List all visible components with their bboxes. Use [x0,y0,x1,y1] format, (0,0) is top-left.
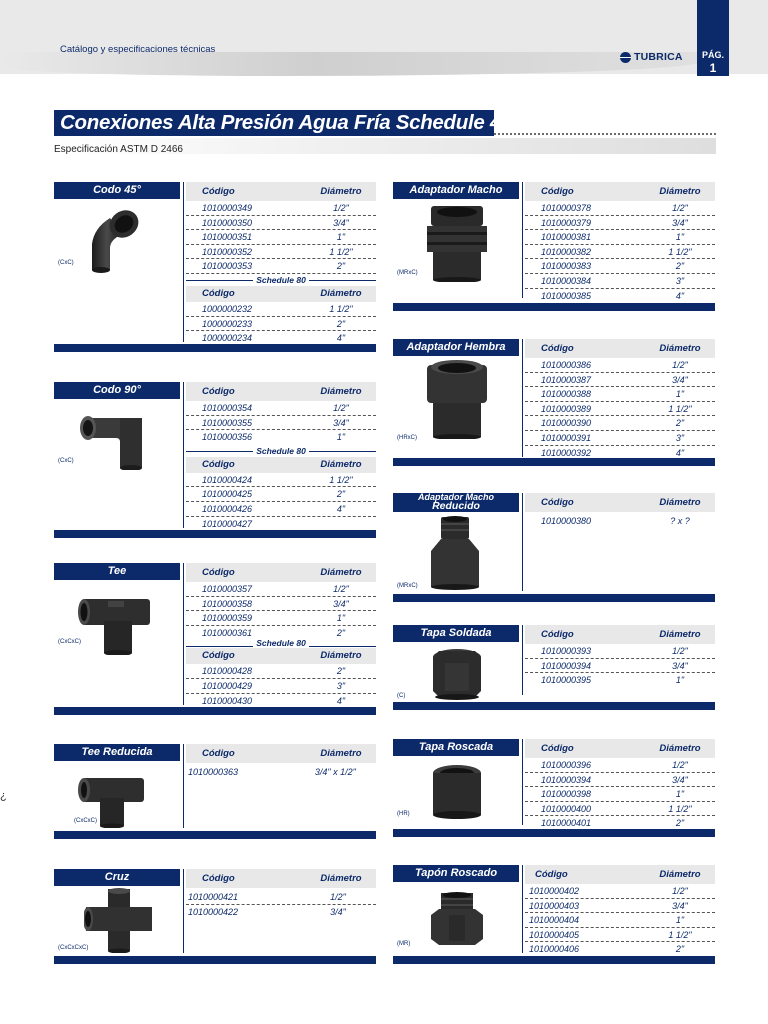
cruz-image [84,887,154,958]
codes-table [525,625,715,688]
table-row: 1010000394 3/4" [525,659,715,674]
schedule-80-label: Schedule 80 [186,640,376,648]
page-title: Conexiones Alta Presión Agua Fría Schedule 40 [60,111,513,134]
table-row: 1010000406 2" [529,944,685,955]
globe-icon [620,52,631,63]
table-row: 1010000385 4" [541,290,685,301]
product-name: Tee [54,563,180,580]
product-name [393,493,519,512]
table-header: Código Diámetro [186,382,376,401]
col-code-header: Código [202,186,235,197]
column-divider [522,339,523,457]
table-header: Código Diámetro [186,869,376,888]
table-row: 1010000349 1/2" [186,201,376,216]
page-indicator [697,0,729,76]
table-row: 1010000386 1/2" [525,358,715,373]
table-row: 1010000380 ? x ? [541,516,690,526]
table-row: 1010000381 1" [525,230,715,245]
product-name: Tapa Roscada [393,739,519,756]
table-row: 1010000352 1 1/2" [186,245,376,260]
codes-table [186,744,376,780]
connection-type: (HR) [397,811,410,817]
connection-type: (MR) [397,941,411,947]
column-divider [183,869,184,953]
column-divider [522,182,523,298]
connection-type: (HRxC) [397,435,417,441]
table-row: 1010000382 1 1/2" [525,245,715,260]
codes-table [525,739,715,831]
product-name: Codo 90° [54,382,180,399]
column-divider [522,625,523,695]
codes-table [186,382,376,531]
product-name: Adaptador Macho [393,182,519,199]
table-row: 1010000425 2" [186,487,376,502]
table-header: Código Diámetro [186,648,376,664]
schedule-80-label: Schedule 80 [186,274,376,286]
column-divider [522,493,523,591]
spec-text: Especificación ASTM D 2466 [54,144,183,155]
connection-type: (CxCxCxC) [58,945,89,951]
table-row: 1010000404 1" [525,913,715,928]
connection-type: (CxC) [58,458,74,464]
table-row: 1010000355 3/4" [186,416,376,431]
product-name: Tapa Soldada [393,625,519,642]
table-row: 1010000363 3/4" x 1/2" [188,767,356,777]
codes-table [525,493,715,529]
column-divider [183,744,184,828]
table-header [186,182,376,201]
codes-table [525,339,715,460]
codo-45-image [84,204,144,279]
page-label: PÁG. [701,50,724,60]
table-row: 1000000232 1 1/2" [186,302,376,317]
table-row: 1010000396 1/2" [525,758,715,773]
codes-table [186,869,376,919]
table-row: 1010000403 3/4" [525,899,715,914]
col-diam-header: Diámetro [320,186,362,197]
table-row: 1010000426 4" [186,502,376,517]
table-row: 1010000357 1/2" [186,582,376,597]
table-row: 1010000354 1/2" [186,401,376,416]
block-footer-bar [393,303,715,311]
table-row: 1010000358 3/4" [186,597,376,612]
connection-type: (MRxC) [397,583,418,589]
table-row: 1010000400 1 1/2" [525,802,715,817]
table-row: 1010000379 3/4" [525,216,715,231]
table-row: 1010000359 1" [186,611,376,626]
block-footer-bar [54,344,376,352]
table-row: 1010000394 3/4" [525,773,715,788]
table-header: Código Diámetro [525,865,715,884]
table-row: 1010000405 1 1/2" [525,928,715,943]
block-footer-bar [54,707,376,715]
block-footer-bar [393,829,715,837]
catalog-subtitle: Catálogo y especificaciones técnicas [60,44,216,55]
block-footer-bar [393,458,715,466]
table-row: 1010000401 2" [541,818,685,829]
codes-table [186,563,376,708]
table-header: Código Diámetro [186,286,376,302]
adaptador-hembra-image [425,359,489,444]
column-divider [522,739,523,825]
table-row: 1010000383 2" [525,259,715,274]
table-row: 1010000361 2" [202,627,346,638]
table-row: 1010000351 1" [186,230,376,245]
brand-name: TUBRICA [634,51,683,63]
product-name-line2: Reducido [432,500,480,512]
product-name: Cruz [54,869,180,886]
block-footer-bar [54,956,376,964]
table-row: 1010000350 3/4" [186,216,376,231]
table-row: 1010000429 3" [186,679,376,694]
connection-type: (CxCxC) [58,639,81,645]
product-name: Adaptador Hembra [393,339,519,356]
table-row: 1010000387 3/4" [525,373,715,388]
block-footer-bar [54,831,376,839]
table-header: Código Diámetro [525,739,715,758]
block-footer-bar [393,956,715,964]
product-name: Tee Reducida [54,744,180,761]
connection-type: (C) [397,693,406,699]
product-name-line1: Adaptador Macho [417,492,494,502]
table-row: 1010000428 2" [186,664,376,679]
codes-table [525,865,715,957]
table-row: 1010000384 3" [525,274,715,289]
table-row: 1010000421 1/2" [186,890,376,905]
product-name: Tapón Roscado [393,865,519,882]
adaptador-macho-reducido-image [427,515,483,596]
table-header: Código Diámetro [186,457,376,473]
table-row: 1010000427 [202,518,253,529]
table-header: Código Diámetro [525,182,715,201]
table-row: 1000000233 2" [186,317,376,332]
table-row: 1010000378 1/2" [525,201,715,216]
table-row: 1010000390 2" [525,416,715,431]
codes-table [186,182,376,346]
page-number: 1 [709,61,717,75]
table-row: 1010000391 3" [525,431,715,446]
table-header: Código Diámetro [525,493,715,512]
connection-type: (CxCxC) [74,818,97,824]
table-row: 1010000398 1" [525,787,715,802]
table-header: Código Diámetro [186,744,376,763]
table-row: 1010000356 1" [202,432,346,443]
table-row: 1010000430 4" [186,694,376,709]
tapa-soldada-image [429,647,485,706]
tapa-roscada-image [429,763,485,826]
table-row: 1010000402 1/2" [525,884,715,899]
table-row: 1010000389 1 1/2" [525,402,715,417]
column-divider [522,865,523,953]
table-header: Código Diámetro [525,339,715,358]
codo-90-image [80,406,150,475]
table-header: Código Diámetro [186,563,376,582]
tapon-roscado-image [427,891,487,954]
table-row: 1010000353 2" [186,259,376,274]
column-divider [183,382,184,528]
table-header: Código Diámetro [525,625,715,644]
connection-type: (CxC) [58,260,74,266]
adaptador-macho-image [425,204,489,287]
column-divider [183,182,184,342]
block-footer-bar [393,702,715,710]
table-row: 1010000422 3/4" [188,906,346,917]
codes-table [525,182,715,303]
stray-character: ¿ [0,790,7,802]
table-row: 1010000388 1" [525,387,715,402]
table-row: 1010000392 4" [541,447,685,458]
column-divider [183,563,184,705]
table-row: 1000000234 4" [186,331,376,346]
tee-image [78,591,154,660]
title-divider [494,133,716,135]
connection-type: (MRxC) [397,270,418,276]
table-row: 1010000393 1/2" [525,644,715,659]
table-row: 1010000395 1" [541,675,685,686]
block-footer-bar [393,594,715,602]
brand-logo [620,51,683,63]
table-row: 1010000424 1 1/2" [186,473,376,488]
product-name: Codo 45° [54,182,180,199]
block-footer-bar [54,530,376,538]
schedule-80-label: Schedule 80 [186,445,376,457]
